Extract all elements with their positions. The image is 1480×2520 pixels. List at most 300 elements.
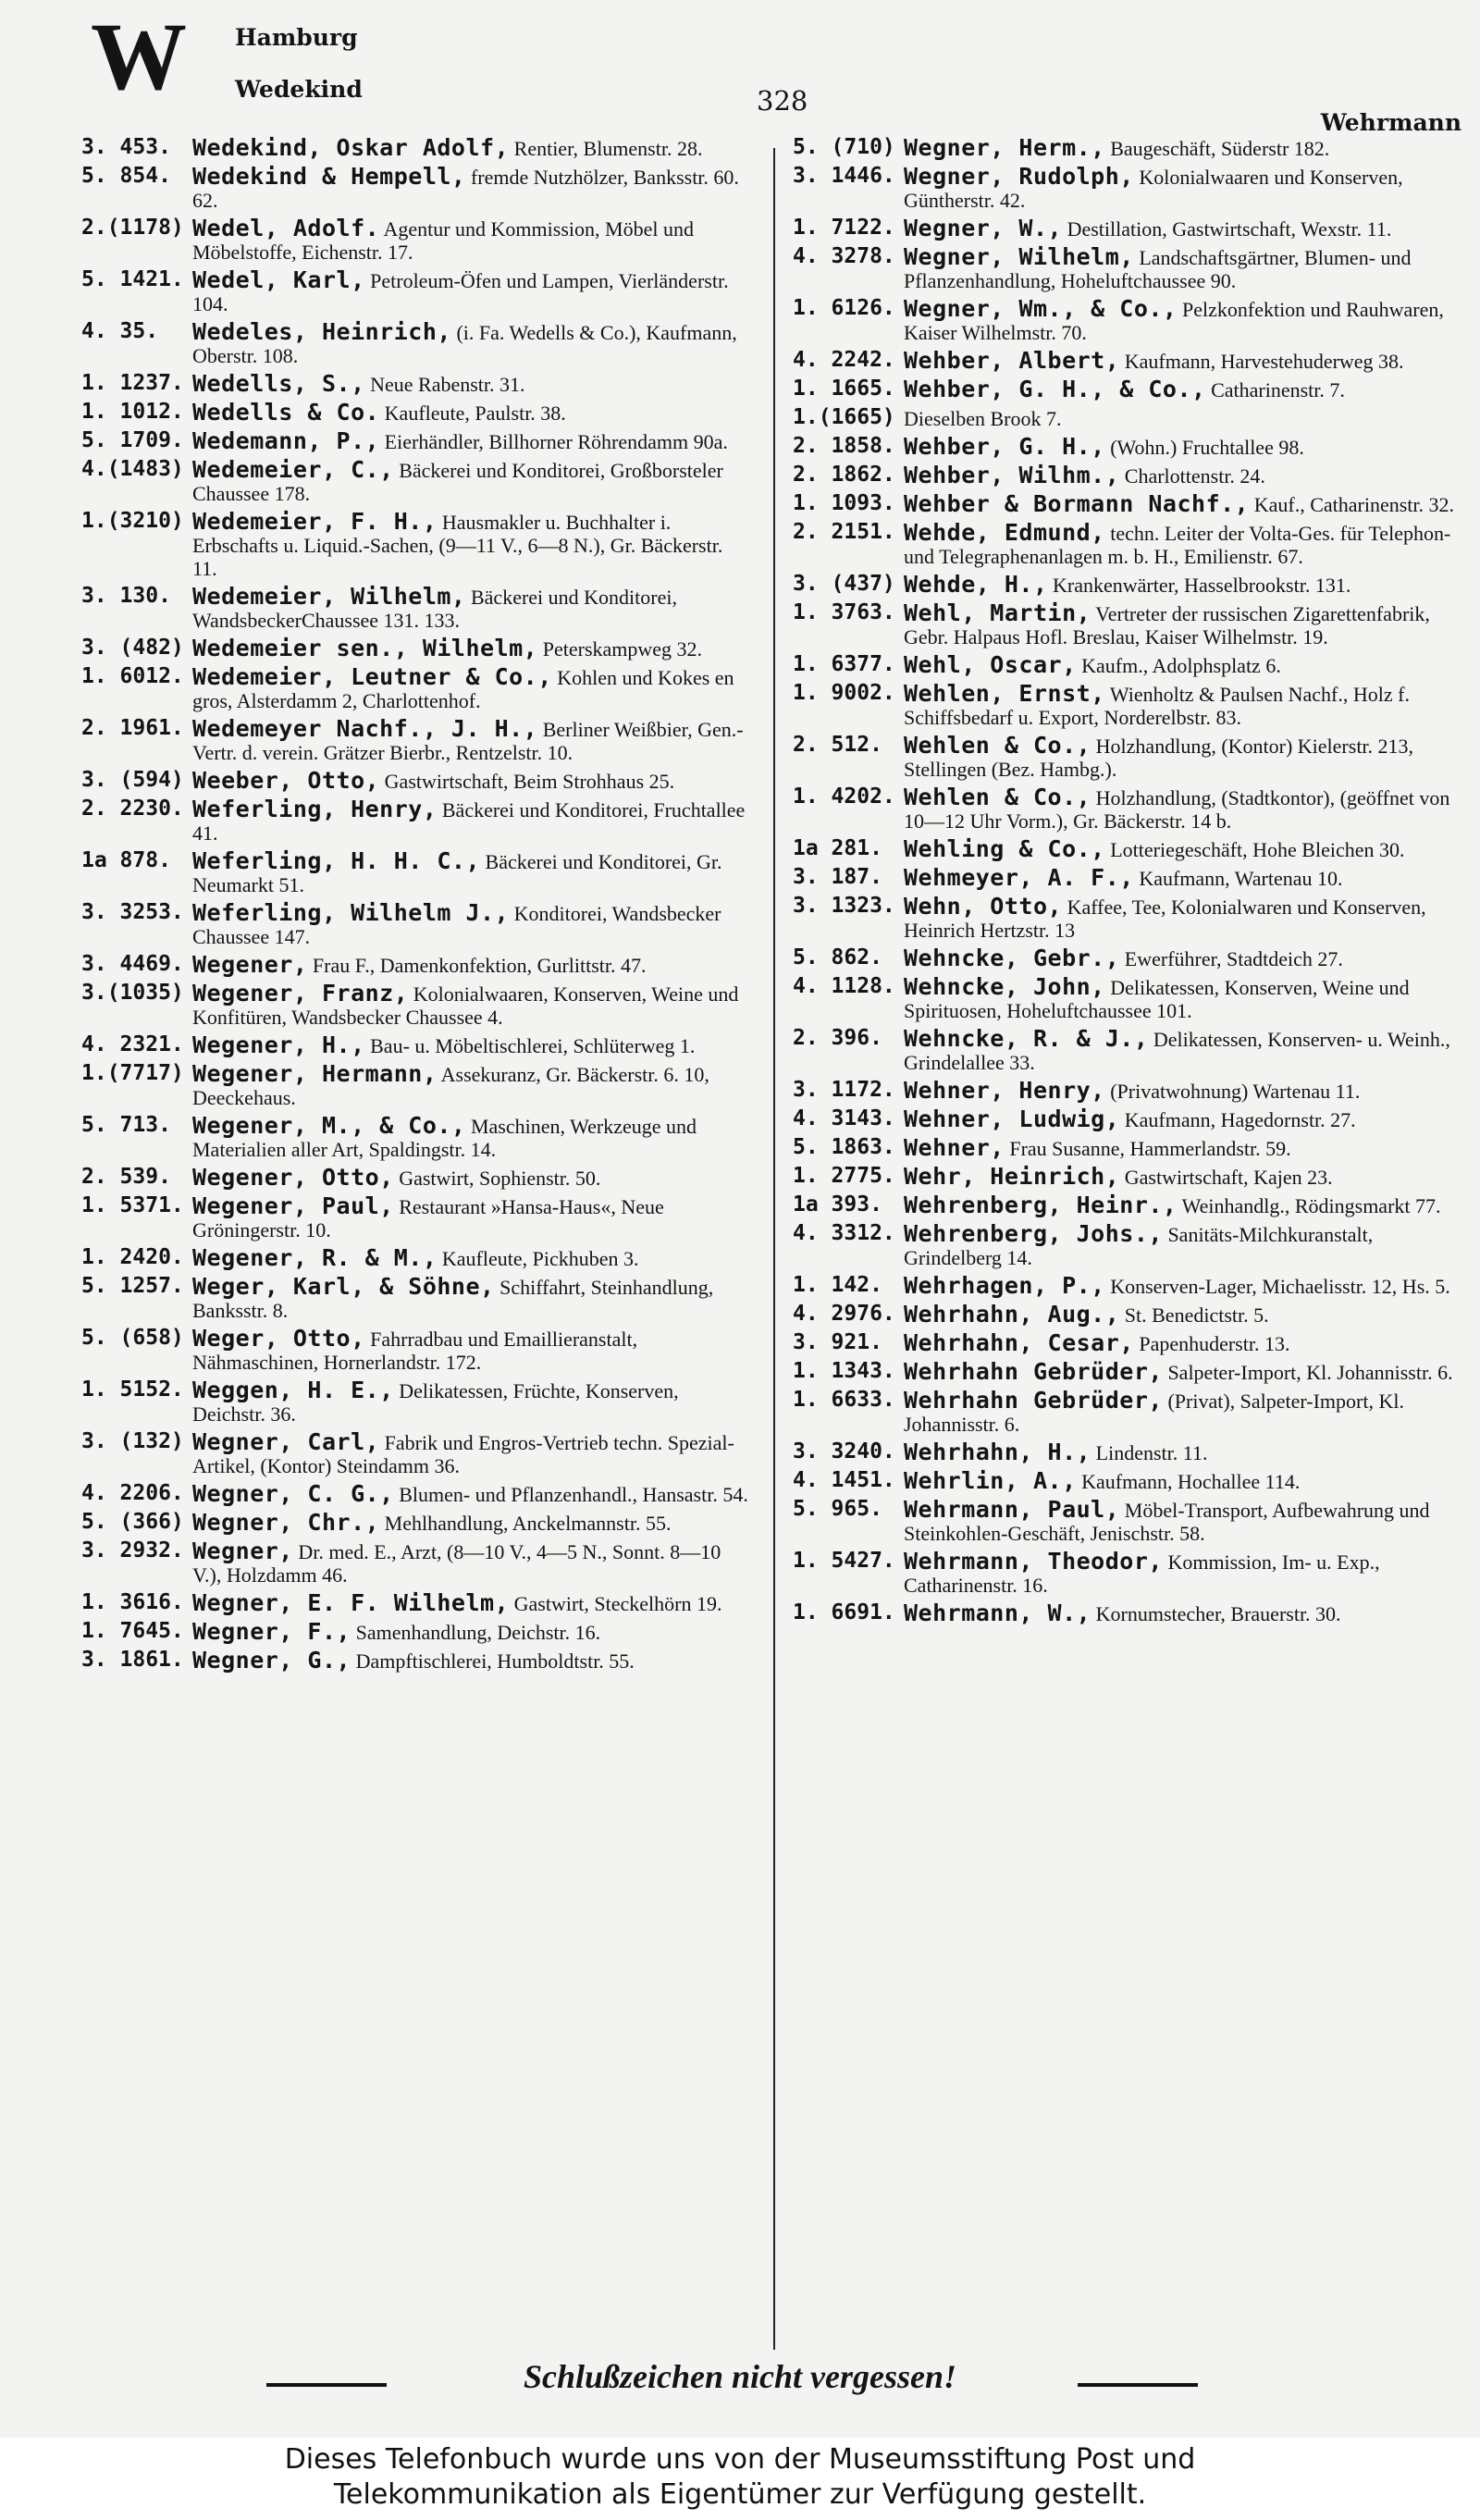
entry-text <box>904 1079 1463 1103</box>
directory-entry <box>81 1327 752 1374</box>
phone-number: 5. 1709. <box>81 428 184 452</box>
phone-number: 1. 6377. <box>793 652 895 676</box>
directory-entry <box>793 245 1463 292</box>
subscriber-name: Wegner, F., <box>192 1618 352 1645</box>
subscriber-details: Holzhandlung, (Kontor) Kielerstr. 213, Stellingen (Bez. Hambg.). <box>904 735 1414 781</box>
subscriber-details: Kolonialwaaren, Konserven, Weine und Konfitüren, Wandsbecker Chaussee 4. <box>192 982 739 1029</box>
subscriber-details: Neue Rabenstr. 31. <box>364 373 525 396</box>
directory-entry <box>81 510 752 580</box>
directory-entry <box>793 1303 1463 1327</box>
subscriber-name: Wedells & Co. <box>192 399 380 426</box>
directory-entry <box>793 1550 1463 1597</box>
phone-number: 3. (594) <box>81 768 184 792</box>
subscriber-name: Wegner, E. F. Wilhelm, <box>192 1589 510 1616</box>
phone-number: 3. 1323. <box>793 894 895 918</box>
phone-number: 1. 4202. <box>793 784 895 809</box>
credit-notice <box>0 2442 1480 2513</box>
directory-entry <box>81 429 752 453</box>
phone-number: 1. 142. <box>793 1273 882 1297</box>
directory-entry <box>793 866 1463 890</box>
subscriber-details: Kohlen und Kokes en gros, Alsterdamm 2, Charlottenhof. <box>192 666 734 712</box>
entry-text <box>192 1511 752 1535</box>
subscriber-name: Wegener, Otto, <box>192 1164 394 1191</box>
subscriber-details: Kommission, Im- u. Exp., Catharinenstr. 16. <box>904 1550 1380 1597</box>
directory-entry <box>81 1166 752 1190</box>
phone-number: 5. 1421. <box>81 267 184 291</box>
directory-entry <box>81 372 752 396</box>
subscriber-details: Blumen- und Pflanzenhandl., Hansastr. 54. <box>393 1483 748 1506</box>
phone-number: 3. 187. <box>793 865 882 889</box>
subscriber-details: Kornumstecher, Brauerstr. 30. <box>1091 1602 1341 1625</box>
entry-text <box>192 636 752 661</box>
directory-entry <box>81 1430 752 1477</box>
entry-text <box>192 458 752 505</box>
entry-text <box>904 573 1463 597</box>
phone-number: 2. 1858. <box>793 434 895 458</box>
subscriber-name: Wegener, H., <box>192 1031 365 1058</box>
subscriber-details: Möbel-Transport, Aufbewahrung und Steinkohlen-Geschäft, Jenischstr. 58. <box>904 1499 1430 1545</box>
entry-text <box>904 682 1463 729</box>
directory-entry <box>793 435 1463 459</box>
subscriber-name: Wegner, Chr., <box>192 1509 380 1536</box>
entry-text <box>904 492 1463 516</box>
directory-entry <box>81 1114 752 1161</box>
subscriber-name: Weger, Karl, & Söhne, <box>192 1273 495 1300</box>
entry-text <box>904 1550 1463 1597</box>
subscriber-details: Kolonialwaaren und Konserven, Güntherstr. 42. <box>904 166 1403 212</box>
phone-number: 1a 393. <box>793 1192 882 1217</box>
directory-entry <box>81 769 752 793</box>
entry-text <box>192 1033 752 1057</box>
subscriber-details: Kauf., Catharinenstr. 32. <box>1249 493 1455 516</box>
entry-text <box>192 216 752 264</box>
subscriber-name: Wehrlin, A., <box>904 1467 1077 1494</box>
subscriber-details: Dieselben Brook 7. <box>904 407 1062 430</box>
entry-text <box>192 136 752 160</box>
subscriber-details: Bäckerei und Konditorei, Gr. Neumarkt 51. <box>192 850 722 896</box>
entry-text <box>192 901 752 948</box>
directory-entry <box>793 463 1463 488</box>
directory-entry <box>81 849 752 896</box>
footer-rule-right <box>1078 2383 1198 2387</box>
directory-entry <box>81 1275 752 1322</box>
subscriber-details: Pelzkonfektion und Rauhwaren, Kaiser Wilhelmstr. 70. <box>904 298 1444 344</box>
subscriber-details: Assekuranz, Gr. Bäckerstr. 6. 10, Deeckehaus. <box>192 1063 709 1109</box>
entry-text <box>904 1303 1463 1327</box>
phone-number: 2. 2151. <box>793 520 895 544</box>
directory-entry <box>793 297 1463 344</box>
entry-text <box>192 510 752 580</box>
phone-number: 3. 3240. <box>793 1439 895 1464</box>
phone-number: 3. (132) <box>81 1429 184 1453</box>
entry-text <box>904 1331 1463 1355</box>
subscriber-details: Vertreter der russischen Zigarettenfabrik, Gebr. Halpaus Hofl. Breslau, Kaiser Wilhelmstr. 19. <box>904 602 1430 649</box>
directory-entry <box>793 377 1463 401</box>
entry-text <box>192 401 752 425</box>
subscriber-name: Wegener, Hermann, <box>192 1060 438 1087</box>
subscriber-name: Wegner, W., <box>904 215 1063 241</box>
subscriber-details: Gastwirtschaft, Beim Strohhaus 25. <box>379 770 675 793</box>
phone-number: 1. 1093. <box>793 491 895 515</box>
phone-number: 3.(1035) <box>81 981 184 1005</box>
entry-text <box>192 665 752 712</box>
credit-line-2: Telekommunikation als Eigentümer zur Verfügung gestellt. <box>333 2478 1147 2511</box>
directory-entry <box>793 1469 1463 1493</box>
entry-text <box>904 245 1463 292</box>
phone-number: 5. 713. <box>81 1113 171 1137</box>
entry-text <box>904 406 1463 430</box>
directory-entry <box>81 1062 752 1109</box>
directory-entry <box>793 1360 1463 1384</box>
subscriber-details: Schiffahrt, Steinhandlung, Banksstr. 8. <box>192 1276 714 1322</box>
entry-text <box>904 435 1463 459</box>
subscriber-name: Wegner, Herm., <box>904 134 1105 161</box>
subscriber-details: Bäckerei und Konditorei, Fruchtallee 41. <box>192 798 746 845</box>
entry-text <box>192 320 752 367</box>
directory-entry <box>81 1511 752 1535</box>
phone-number: 1.(1665) <box>793 405 895 429</box>
entry-text <box>192 1194 752 1241</box>
entry-text <box>904 895 1463 942</box>
directory-entry <box>81 216 752 264</box>
left-column <box>81 136 752 1677</box>
subscriber-details: Frau F., Damenkonfektion, Gurlittstr. 47. <box>307 954 647 977</box>
subscriber-details: Eierhändler, Billhorner Röhrendamm 90a. <box>379 430 728 453</box>
phone-number: 3. 3253. <box>81 900 184 924</box>
phone-number: 1a 878. <box>81 848 171 872</box>
subscriber-details: (i. Fa. Wedells & Co.), Kaufmann, Oberstr. 108. <box>192 321 737 367</box>
subscriber-name: Wehber & Bormann Nachf., <box>904 490 1250 517</box>
directory-entry <box>81 268 752 315</box>
directory-entry <box>793 837 1463 861</box>
subscriber-details: (Wohn.) Fruchtallee 98. <box>1104 436 1304 459</box>
subscriber-name: Wehlen, Ernst, <box>904 680 1105 707</box>
directory-entry <box>81 717 752 764</box>
phone-number: 5. 965. <box>793 1497 882 1521</box>
subscriber-details: Fabrik und Engros-Vertrieb techn. Spezial-Artikel, (Kontor) Steindamm 36. <box>192 1431 734 1477</box>
directory-entry <box>81 1620 752 1644</box>
phone-number: 1. 5427. <box>793 1549 895 1573</box>
directory-entry <box>81 1246 752 1270</box>
subscriber-name: Wedel, Karl, <box>192 266 365 293</box>
phone-number: 4. 2242. <box>793 348 895 372</box>
directory-entry <box>81 320 752 367</box>
phone-number: 2. 539. <box>81 1165 171 1189</box>
subscriber-name: Wedemeier, Wilhelm, <box>192 583 466 610</box>
directory-entry <box>81 636 752 661</box>
phone-number: 1. 2420. <box>81 1245 184 1269</box>
directory-entry <box>793 573 1463 597</box>
directory-entry <box>81 401 752 425</box>
subscriber-details: Samenhandlung, Deichstr. 16. <box>351 1621 601 1644</box>
entry-text <box>192 849 752 896</box>
phone-number: 1. 5152. <box>81 1377 184 1402</box>
entry-text <box>904 1136 1463 1160</box>
entry-text <box>904 1027 1463 1074</box>
entry-text <box>904 521 1463 568</box>
subscriber-details: (Privat), Salpeter-Import, Kl. Johannisstr. 6. <box>904 1390 1404 1436</box>
directory-entry <box>81 165 752 212</box>
subscriber-details: Holzhandlung, (Stadtkontor), (geöffnet von 10—12 Uhr Vorm.), Gr. Bäckerstr. 14 b. <box>904 786 1450 833</box>
directory-entry <box>793 165 1463 212</box>
subscriber-name: Wehrhahn Gebrüder, <box>904 1387 1163 1414</box>
phone-number: 2. 512. <box>793 733 882 757</box>
phone-number: 1. 3616. <box>81 1590 184 1614</box>
directory-entry <box>793 521 1463 568</box>
entry-text <box>904 1389 1463 1436</box>
directory-entry <box>793 734 1463 781</box>
subscriber-name: Wehrhahn, Aug., <box>904 1301 1120 1328</box>
subscriber-name: Wehrhagen, P., <box>904 1272 1105 1299</box>
phone-number: 1. 3763. <box>793 600 895 624</box>
entry-text <box>192 982 752 1029</box>
entry-text <box>904 136 1463 160</box>
subscriber-name: Weferling, Henry, <box>192 796 438 822</box>
entry-text <box>904 1107 1463 1131</box>
directory-entry <box>81 901 752 948</box>
directory-entry <box>793 1222 1463 1269</box>
phone-number: 4. 2206. <box>81 1481 184 1505</box>
entry-text <box>192 165 752 212</box>
phone-number: 3. 130. <box>81 584 171 608</box>
phone-number: 1. 6633. <box>793 1388 895 1412</box>
column-divider <box>773 148 775 2350</box>
subscriber-name: Wehrmann, Theodor, <box>904 1548 1163 1575</box>
phone-number: 3. 2932. <box>81 1538 184 1563</box>
subscriber-name: Wedemeier, Leutner & Co., <box>192 663 552 690</box>
subscriber-details: Dr. med. E., Arzt, (8—10 V., 4—5 N., Sonnt. 8—10 V.), Holzdamm 46. <box>192 1540 722 1587</box>
directory-entry <box>81 665 752 712</box>
entry-text <box>904 1498 1463 1545</box>
directory-entry <box>81 458 752 505</box>
footer-note: Schlußzeichen nicht vergessen! <box>523 2358 957 2395</box>
subscriber-details: Kaufmann, Harvestehuderweg 38. <box>1119 350 1404 373</box>
subscriber-details: Landschaftsgärtner, Blumen- und Pflanzenhandlung, Hoheluftchaussee 90. <box>904 246 1412 292</box>
entry-text <box>904 1222 1463 1269</box>
phone-number: 1. 6691. <box>793 1600 895 1624</box>
subscriber-name: Wehber, Albert, <box>904 347 1120 374</box>
entry-text <box>904 837 1463 861</box>
subscriber-details: Catharinenstr. 7. <box>1205 378 1345 401</box>
phone-number: 3. 453. <box>81 135 171 159</box>
phone-number: 4. 3143. <box>793 1106 895 1130</box>
directory-entry <box>793 1165 1463 1189</box>
directory-entry <box>81 1539 752 1587</box>
subscriber-name: Wegener, R. & M., <box>192 1244 438 1271</box>
directory-entry <box>793 895 1463 942</box>
subscriber-name: Wehner, Ludwig, <box>904 1106 1120 1132</box>
entry-text <box>904 1274 1463 1298</box>
entry-text <box>192 1620 752 1644</box>
subscriber-details: Baugeschäft, Süderstr 182. <box>1104 137 1330 160</box>
subscriber-name: Wehn, Otto, <box>904 893 1063 920</box>
subscriber-name: Wehrhahn Gebrüder, <box>904 1358 1163 1385</box>
subscriber-details: Delikatessen, Früchte, Konserven, Deichstr. 36. <box>192 1379 679 1426</box>
subscriber-details: Bäckerei und Konditorei, Großborsteler Chaussee 178. <box>192 459 723 505</box>
header-first-entry: Wedekind <box>235 76 363 103</box>
directory-entry <box>81 982 752 1029</box>
directory-entry <box>793 1193 1463 1217</box>
phone-number: 3. 1861. <box>81 1648 184 1672</box>
subscriber-name: Wedemeier, F. H., <box>192 508 438 535</box>
entry-text <box>192 268 752 315</box>
subscriber-name: Wehncke, John, <box>904 973 1105 1000</box>
directory-entry <box>793 216 1463 241</box>
entry-text <box>904 734 1463 781</box>
phone-number: 2.(1178) <box>81 216 184 240</box>
phone-number: 4. 3312. <box>793 1221 895 1245</box>
header-city: Hamburg <box>235 24 358 51</box>
phone-number: 4. 2321. <box>81 1032 184 1056</box>
directory-entry <box>793 653 1463 677</box>
subscriber-details: Gastwirt, Steckelhörn 19. <box>509 1592 722 1615</box>
phone-number: 3. 921. <box>793 1330 882 1354</box>
subscriber-name: Wehner, Henry, <box>904 1077 1105 1104</box>
subscriber-name: Wedel, Adolf. <box>192 215 380 241</box>
subscriber-details: Gastwirtschaft, Kajen 23. <box>1119 1166 1333 1189</box>
subscriber-name: Wedemeier sen., Wilhelm, <box>192 635 538 661</box>
subscriber-name: Wedemann, P., <box>192 427 380 454</box>
phone-number: 3. (437) <box>793 572 895 596</box>
entry-text <box>192 372 752 396</box>
subscriber-details: Berliner Weißbier, Gen.-Vertr. d. verein. Grätzer Bierbr., Rentzelstr. 10. <box>192 718 744 764</box>
directory-entry <box>793 136 1463 160</box>
subscriber-details: Konserven-Lager, Michaelisstr. 12, Hs. 5. <box>1104 1275 1450 1298</box>
phone-number: 4. 1451. <box>793 1468 895 1492</box>
phone-number: 1. 7122. <box>793 216 895 240</box>
directory-entry <box>793 946 1463 970</box>
phone-number: 3. 4469. <box>81 952 184 976</box>
subscriber-details: Kaufm., Adolphsplatz 6. <box>1076 654 1281 677</box>
phone-number: 5. (658) <box>81 1326 184 1350</box>
directory-entry <box>81 1591 752 1615</box>
subscriber-name: Wedeles, Heinrich, <box>192 318 451 345</box>
subscriber-name: Wedekind & Hempell, <box>192 163 466 190</box>
page-number: 328 <box>757 85 808 117</box>
entry-text <box>904 1193 1463 1217</box>
subscriber-name: Wehner, <box>904 1134 1005 1161</box>
entry-text <box>192 769 752 793</box>
entry-text <box>192 1246 752 1270</box>
subscriber-details: Kaufmann, Hochallee 114. <box>1076 1470 1301 1493</box>
subscriber-name: Weferling, H. H. C., <box>192 847 481 874</box>
subscriber-name: Wegner, C. G., <box>192 1480 394 1507</box>
phone-number: 4. 1128. <box>793 974 895 998</box>
directory-entry <box>793 785 1463 833</box>
phone-number: 1. 6126. <box>793 296 895 320</box>
subscriber-details: Kaffee, Tee, Kolonialwaren und Konserven, Heinrich Hertzstr. 13 <box>904 896 1426 942</box>
directory-entry <box>793 975 1463 1022</box>
subscriber-name: Wegner, Wilhelm, <box>904 243 1134 270</box>
phone-number: 1. 7645. <box>81 1619 184 1643</box>
entry-text <box>192 585 752 632</box>
directory-entry <box>793 1389 1463 1436</box>
phone-number: 5. (710) <box>793 135 895 159</box>
subscriber-details: Destillation, Gastwirtschaft, Wexstr. 11. <box>1062 217 1392 241</box>
subscriber-name: Wehrenberg, Johs., <box>904 1220 1163 1247</box>
entry-text <box>904 601 1463 649</box>
subscriber-name: Wehncke, R. & J., <box>904 1025 1149 1052</box>
subscriber-name: Wegener, Paul, <box>192 1192 394 1219</box>
entry-text <box>904 1360 1463 1384</box>
right-column <box>793 136 1463 1630</box>
phone-number: 1a 281. <box>793 836 882 860</box>
phone-number: 5. 854. <box>81 164 171 188</box>
subscriber-details: Maschinen, Werkzeuge und Materialien aller Art, Spaldingstr. 14. <box>192 1115 697 1161</box>
entry-text <box>904 1440 1463 1464</box>
subscriber-details: Gastwirt, Sophienstr. 50. <box>393 1167 601 1190</box>
entry-text <box>904 165 1463 212</box>
entry-text <box>904 653 1463 677</box>
subscriber-details: Hausmakler u. Buchhalter i. Erbschafts u. Liquid.-Sachen, (9—11 V., 6—8 N.), Gr. Bäckerstr. 11. <box>192 511 723 580</box>
subscriber-details: Frau Susanne, Hammerlandstr. 59. <box>1004 1137 1291 1160</box>
subscriber-details: (Privatwohnung) Wartenau 11. <box>1104 1080 1361 1103</box>
directory-entry <box>793 1331 1463 1355</box>
subscriber-details: Salpeter-Import, Kl. Johannisstr. 6. <box>1162 1361 1453 1384</box>
subscriber-name: Wegner, G., <box>192 1647 352 1674</box>
subscriber-details: Delikatessen, Konserven- u. Weinh., Grindelallee 33. <box>904 1028 1450 1074</box>
subscriber-details: Charlottenstr. 24. <box>1119 464 1265 488</box>
directory-entry <box>81 953 752 977</box>
directory-entry <box>793 1274 1463 1298</box>
phone-number: 2. 2230. <box>81 797 184 821</box>
subscriber-details: Rentier, Blumenstr. 28. <box>509 137 703 160</box>
subscriber-name: Wehde, H., <box>904 571 1048 598</box>
phone-number: 1.(7717) <box>81 1061 184 1085</box>
entry-text <box>192 1591 752 1615</box>
entry-text <box>192 1327 752 1374</box>
subscriber-name: Wehmeyer, A. F., <box>904 864 1134 891</box>
subscriber-name: Wedells, S., <box>192 370 365 397</box>
subscriber-name: Wegner, Wm., & Co., <box>904 295 1178 322</box>
entry-text <box>904 866 1463 890</box>
subscriber-details: Agentur und Kommission, Möbel und Möbelstoffe, Eichenstr. 17. <box>192 217 694 264</box>
subscriber-details: Sanitäts-Milchkuranstalt, Grindelberg 14. <box>904 1223 1374 1269</box>
phone-number: 1. 2775. <box>793 1164 895 1188</box>
phone-number: 1. 6012. <box>81 664 184 688</box>
entry-text <box>192 1430 752 1477</box>
directory-entry <box>793 682 1463 729</box>
directory-entry <box>81 1194 752 1241</box>
subscriber-name: Wegener, <box>192 951 308 978</box>
entry-text <box>192 1166 752 1190</box>
phone-number: 3. 1172. <box>793 1078 895 1102</box>
directory-entry <box>793 1079 1463 1103</box>
entry-text <box>904 1601 1463 1625</box>
phone-number: 2. 396. <box>793 1026 882 1050</box>
subscriber-name: Wehber, G. H., & Co., <box>904 376 1206 402</box>
subscriber-details: Lotteriegeschäft, Hohe Bleichen 30. <box>1104 838 1405 861</box>
subscriber-name: Wehling & Co., <box>904 835 1105 862</box>
entry-text <box>192 1114 752 1161</box>
phone-number: 1. 1665. <box>793 377 895 401</box>
phone-number: 1.(3210) <box>81 509 184 533</box>
entry-text <box>904 297 1463 344</box>
directory-entry <box>793 1107 1463 1131</box>
phone-number: 4. 35. <box>81 319 159 343</box>
entry-text <box>192 1482 752 1506</box>
entry-text <box>904 377 1463 401</box>
directory-entry <box>793 1440 1463 1464</box>
directory-entry <box>793 406 1463 430</box>
directory-entry <box>793 601 1463 649</box>
subscriber-name: Weeber, Otto, <box>192 767 380 794</box>
directory-entry <box>81 1033 752 1057</box>
subscriber-name: Wehrhahn, H., <box>904 1439 1092 1465</box>
entry-text <box>192 1649 752 1673</box>
subscriber-details: Bau- u. Möbeltischlerei, Schlüterweg 1. <box>364 1034 696 1057</box>
phone-number: 1. 5371. <box>81 1193 184 1217</box>
